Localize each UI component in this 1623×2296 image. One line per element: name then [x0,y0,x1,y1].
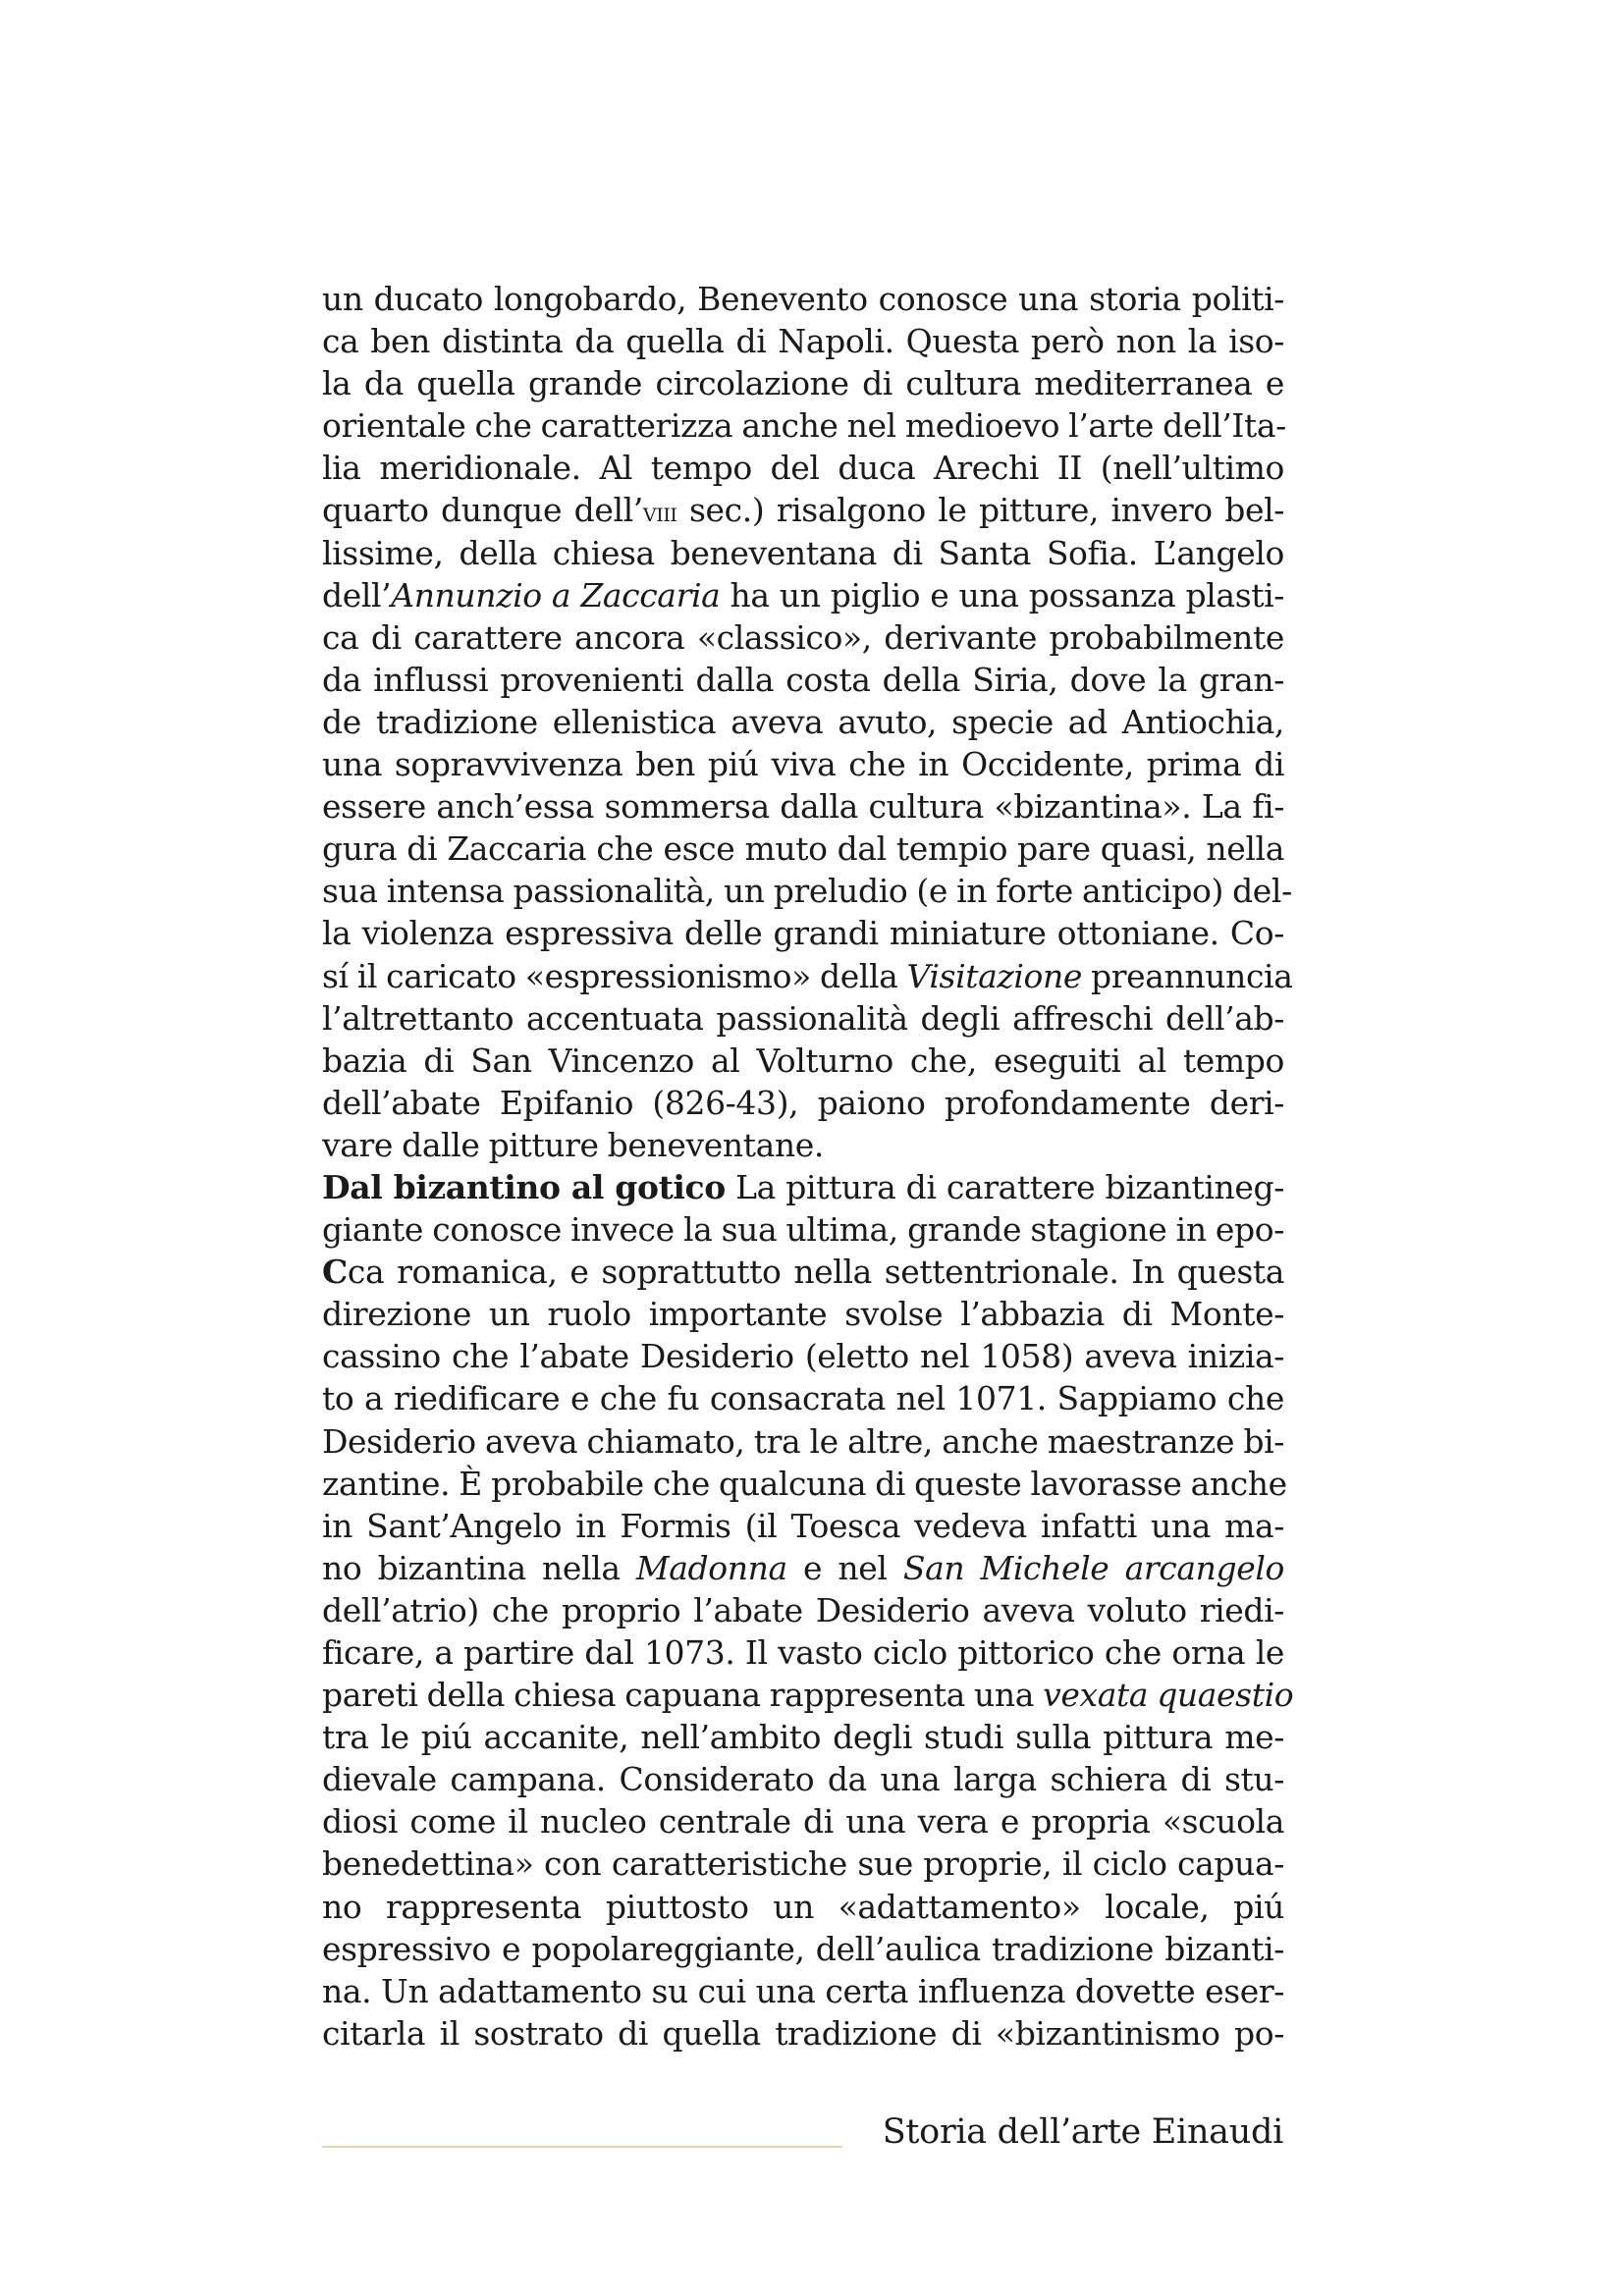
text-line [322,1166,1284,1208]
text-line [322,1716,1284,1758]
text-run: dell’atrio) che proprio l’abate Desiderio aveva voluto riedi- [322,1590,1284,1629]
text-run: na. Un adattamento su cui una certa influenza dovette eser- [322,1971,1284,2010]
text-line [322,447,1284,489]
text-run: lia meridionale. Al tempo del duca Arechi II (nell’ultimo [322,449,1284,488]
text-line [322,1251,1284,1293]
text-run: ca ben distinta da quella di Napoli. Questa però non la iso- [322,322,1284,361]
text-line [322,1842,1284,1885]
italic-run: San Michele arcangelo [902,1548,1284,1587]
text-line [322,955,1293,997]
text-run: benedettina» con caratteristiche sue proprie, il ciclo capua- [322,1844,1284,1884]
text-line [322,785,1284,828]
text-run: citarla il sostrato di quella tradizione di «bizantinismo po- [322,2013,1284,2053]
text-run: in Sant’Angelo in Formis (il Toesca vedeva infatti una ma- [322,1506,1284,1545]
text-line [322,1463,1287,1505]
text-run: una sopravvivenza ben piú viva che in Occidente, prima di [322,745,1284,784]
text-line [322,574,1284,616]
text-line [322,1040,1284,1082]
text-line [322,743,1284,785]
text-run: ca di carattere ancora «classico», derivante probabilmente [322,617,1284,657]
bold-run: C [322,1253,348,1292]
text-run: pareti della chiesa capuana rappresenta una [322,1676,1044,1715]
footer-rule [322,2146,842,2148]
text-run: direzione un ruolo importante svolse l’abbazia di Monte- [322,1295,1284,1334]
text-run: tra le piú accanite, nell’ambito degli studi sulla pittura me- [322,1718,1284,1757]
text-run: sec.) risalgono le pitture, invero bel- [676,491,1284,530]
italic-run: Visitazione [906,956,1082,995]
text-line [322,912,1284,954]
italic-run: Annunzio a Zaccaria [391,575,721,614]
text-run: e nel [786,1548,903,1587]
text-run: la violenza espressiva delle grandi miniature ottoniane. Co- [322,914,1284,953]
text-line [322,1800,1284,1842]
text-line [322,1631,1284,1674]
text-line [322,870,1292,912]
text-line [322,701,1284,743]
text-line [322,1970,1284,2012]
text-line [322,1335,1284,1377]
text-run: sí il caricato «espressionismo» della [322,956,907,995]
text-line [322,1377,1284,1419]
text-run: Desiderio aveva chiamato, tra le altre, anche maestranze bi- [322,1421,1284,1461]
text-line [322,489,1284,531]
text-line [322,1886,1284,1928]
text-run: bazia di San Vincenzo al Volturno che, eseguiti al tempo [322,1041,1284,1080]
text-run: quarto dunque dell’ [322,491,643,530]
text-line [322,1928,1284,1970]
text-line [322,1758,1284,1800]
text-line [322,1293,1284,1335]
text-run: gura di Zaccaria che esce muto dal tempio pare quasi, nella [322,829,1284,869]
text-run: no bizantina nella [322,1548,636,1587]
text-run: zantine. È probabile che qualcuna di queste lavorasse anche [322,1464,1287,1503]
text-run: de tradizione ellenistica aveva avuto, specie ad Antiochia, [322,702,1284,741]
text-run: no rappresenta piuttosto un «adattamento» locale, piú [322,1887,1284,1926]
text-run: dievale campana. Considerato da una larga schiera di stu- [322,1760,1284,1799]
text-line [322,532,1284,574]
text-run: ca romanica, e soprattutto nella [347,1253,885,1292]
footer-title: Storia dell’arte Einaudi [882,2112,1283,2152]
text-line [322,2012,1284,2055]
body-text [322,278,1294,2055]
text-line [322,404,1284,447]
text-line [322,1124,1284,1166]
text-run: la da quella grande circolazione di cultura mediterranea e [322,364,1284,403]
text-run: vare dalle pitture beneventane. [322,1125,824,1164]
text-run: La pittura di carattere bizantineg- [725,1167,1284,1206]
text-run: ficare, a partire dal 1073. Il vasto ciclo pittorico che orna le [322,1633,1284,1672]
text-line [322,1505,1284,1547]
text-line [322,997,1284,1040]
text-run: sua intensa passionalità, un preludio (e in forte anticipo) del- [322,872,1292,911]
text-run: lissime, della chiesa beneventana di Santa Sofia. L’angelo [322,533,1284,572]
text-run: un ducato longobardo, Benevento conosce una storia politi- [322,280,1284,318]
text-line [322,828,1284,870]
text-run: essere anch’essa sommersa dalla cultura «bizantina». La fi- [322,787,1284,827]
text-line [322,1420,1284,1463]
text-run: dell’abate Epifanio (826-43), paiono profondamente deri- [322,1083,1284,1122]
text-run: orientale che caratterizza anche nel medioevo l’arte dell’Ita- [322,406,1286,446]
text-run: preannuncia [1081,956,1293,995]
text-run: diosi come il nucleo centrale di una vera e propria «scuola [322,1802,1284,1842]
text-line [322,1082,1284,1124]
text-run: ha un piglio e una possanza plasti- [720,575,1285,614]
text-run: to a riedificare e che fu consacrata nel 1071. Sappiamo che [322,1379,1284,1418]
text-run: dell’ [322,575,392,614]
italic-run: Madonna [635,1548,787,1587]
text-run: giante conosce invece la sua ultima, grande stagione in epo- [322,1210,1284,1250]
text-run: cassino che l’abate Desiderio (eletto nel 1058) aveva inizia- [322,1337,1284,1376]
text-line [322,362,1284,404]
text-run: espressivo e popolareggiante, dell’aulica tradizione bizanti- [322,1929,1284,1968]
text-line [322,616,1284,659]
text-line [322,1589,1284,1631]
smallcaps-run: viii [642,498,677,529]
text-line [322,1674,1294,1716]
text-run: da influssi provenienti dalla costa della Siria, dove la gran- [322,660,1284,699]
text-run: l’altrettanto accentuata passionalità degli affreschi dell’ab- [322,998,1284,1038]
text-line [322,320,1284,362]
text-line [322,1547,1284,1589]
text-run: settentrionale. In questa [884,1253,1284,1292]
text-line [322,1208,1284,1251]
text-line [322,659,1284,701]
italic-run: vexata quaestio [1043,1676,1294,1715]
text-line [322,278,1284,320]
bold-run: Dal bizantino al gotico [322,1167,726,1206]
